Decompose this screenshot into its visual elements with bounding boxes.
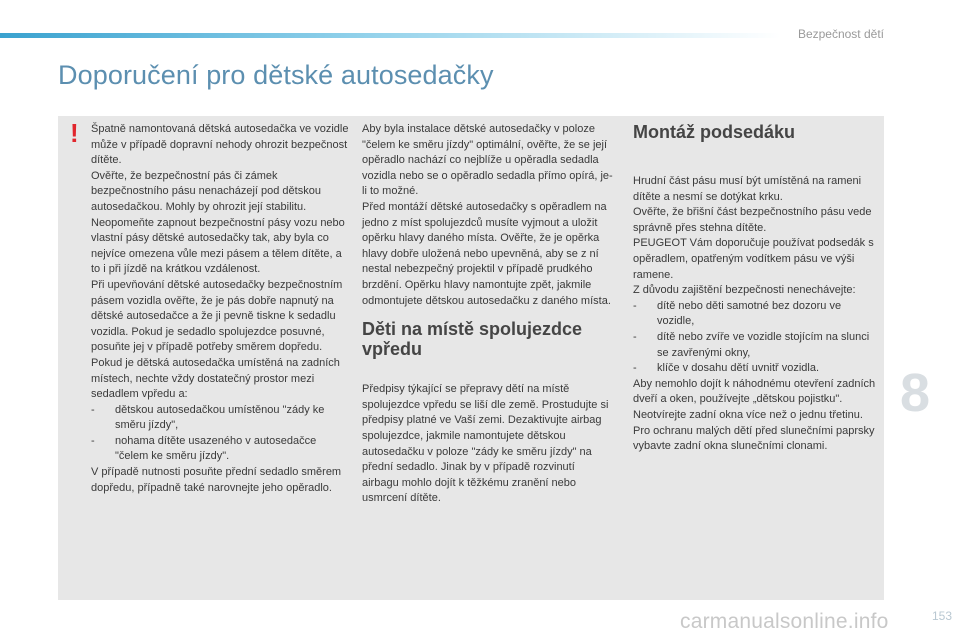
- body-paragraph: Ověřte, že břišní část bezpečnostního pásu vede správně přes stehna dítěte.: [633, 206, 872, 234]
- header-accent-bar: [0, 33, 780, 38]
- list-item: - dítě nebo děti samotné bez dozoru ve vozidle,: [633, 299, 881, 330]
- warning-paragraph: Při upevňování dětské autosedačky bezpečnostním pásem vozidla ověřte, že je pás dobře napnutý na dětské autosedačce a že ji pevně tiskne k sedadlu vozidla. Pokud je sedadlo spolujezdce posuvné, posuňte jej v případě potřeby směrem dopředu.: [91, 278, 343, 354]
- body-paragraph: PEUGEOT Vám doporučuje používat podsedák s opěradlem, opatřeným vodítkem pásu ve výši ramene.: [633, 237, 874, 281]
- list-item: - dětskou autosedačkou umístěnou "zády ke směru jízdy",: [91, 403, 351, 434]
- list-item: - klíče v dosahu dětí uvnitř vozidla.: [633, 361, 881, 377]
- watermark: carmanualsonline.info: [680, 610, 889, 633]
- front-passenger-heading: Děti na místě spolujezdce vpředu: [362, 319, 583, 360]
- exclamation-icon: !: [70, 118, 79, 148]
- warning-column: [91, 122, 351, 496]
- warning-list: [91, 403, 351, 465]
- body-paragraph: Neotvírejte zadní okna více než o jednu třetinu.: [633, 408, 863, 421]
- warning-paragraph: Neopomeňte zapnout bezpečnostní pásy vozu nebo vlastní pásy dětské autosedačky tak, aby byla co nejvíce omezena vůle mezi pásem a tělem dítěte, a to i při jízdě na krátkou vzdálenost.: [91, 216, 345, 276]
- right-column: [633, 122, 881, 455]
- warning-paragraph: Pokud je dětská autosedačka umístěná na zadních místech, nechte vždy dostatečný prostor mezi sedadlem vpředu a:: [91, 356, 340, 401]
- body-paragraph: Pro ochranu malých dětí před slunečními paprsky vybavte zadní okna slunečními clonami.: [633, 424, 875, 453]
- body-paragraph: Aby byla instalace dětské autosedačky v poloze "čelem ke směru jízdy" optimální, ověřte, že se její opěradlo nachází co nejblíže u opěradla sedadla vozidla nebo se o opěradlo sedadla přímo opírá, je-li to možné.: [362, 123, 613, 198]
- page-title: Doporučení pro dětské autosedačky: [58, 60, 494, 90]
- list-item: - dítě nebo zvíře ve vozidle stojícím na slunci se zavřenými okny,: [633, 330, 881, 361]
- page-number: 153: [931, 609, 952, 623]
- body-paragraph: Před montáží dětské autosedačky s opěradlem na jedno z míst spolujezdců musíte vyjmout a uložit opěrku hlavy daného místa. Ověřte, že je opěrka hlavy dobře uložená nebo upevněná, aby se z ní nestal nebezpečný projektil v případě prudkého brzdění. Opěrku hlavy namontujte zpět, jakmile odmontujete dětskou autosedačku z daného místa.: [362, 200, 611, 307]
- list-item: - nohama dítěte usazeného v autosedačce "čelem ke směru jízdy".: [91, 434, 351, 465]
- warning-paragraph: V případě nutnosti posuňte přední sedadlo směrem dopředu, případně také narovnejte jeho opěradlo.: [91, 466, 342, 494]
- body-paragraph: Z důvodu zajištění bezpečnosti nenechávejte:: [633, 284, 856, 297]
- warning-paragraph: Ověřte, že bezpečnostní pás či zámek bezpečnostního pásu nenacházejí pod dětskou autosedačkou. Mohly by ohrozit její stabilitu.: [91, 169, 321, 213]
- booster-seat-heading: Montáž podsedáku: [633, 122, 796, 142]
- section-title: Bezpečnost dětí: [797, 27, 884, 41]
- body-paragraph: Předpisy týkající se přepravy dětí na místě spolujezdce vpředu se liší dle země. Prostudujte si předpisy platné ve Vaší zemi. Dezaktivujte airbag spolujezdce, jakmile namontujete dětskou autosedačku v poloze "zády ke směru jízdy" na přední sedadlo. Jinak by v případě rozvinutí airbagu mohlo dojít k těžkému zranění nebo usmrcení dítěte.: [362, 383, 609, 505]
- chapter-number: 8: [900, 363, 931, 423]
- body-paragraph: Hrudní část pásu musí být umístěná na rameni dítěte a nesmí se dotýkat krku.: [633, 175, 862, 203]
- safety-list: [633, 299, 881, 377]
- warning-paragraph: Špatně namontovaná dětská autosedačka ve vozidle může v případě dopravní nehody ohrozit bezpečnost dítěte.: [91, 123, 349, 167]
- body-paragraph: Aby nemohlo dojít k náhodnému otevření zadních dveří a oken, používejte „dětskou pojistku".: [633, 377, 876, 406]
- middle-column: [362, 122, 614, 507]
